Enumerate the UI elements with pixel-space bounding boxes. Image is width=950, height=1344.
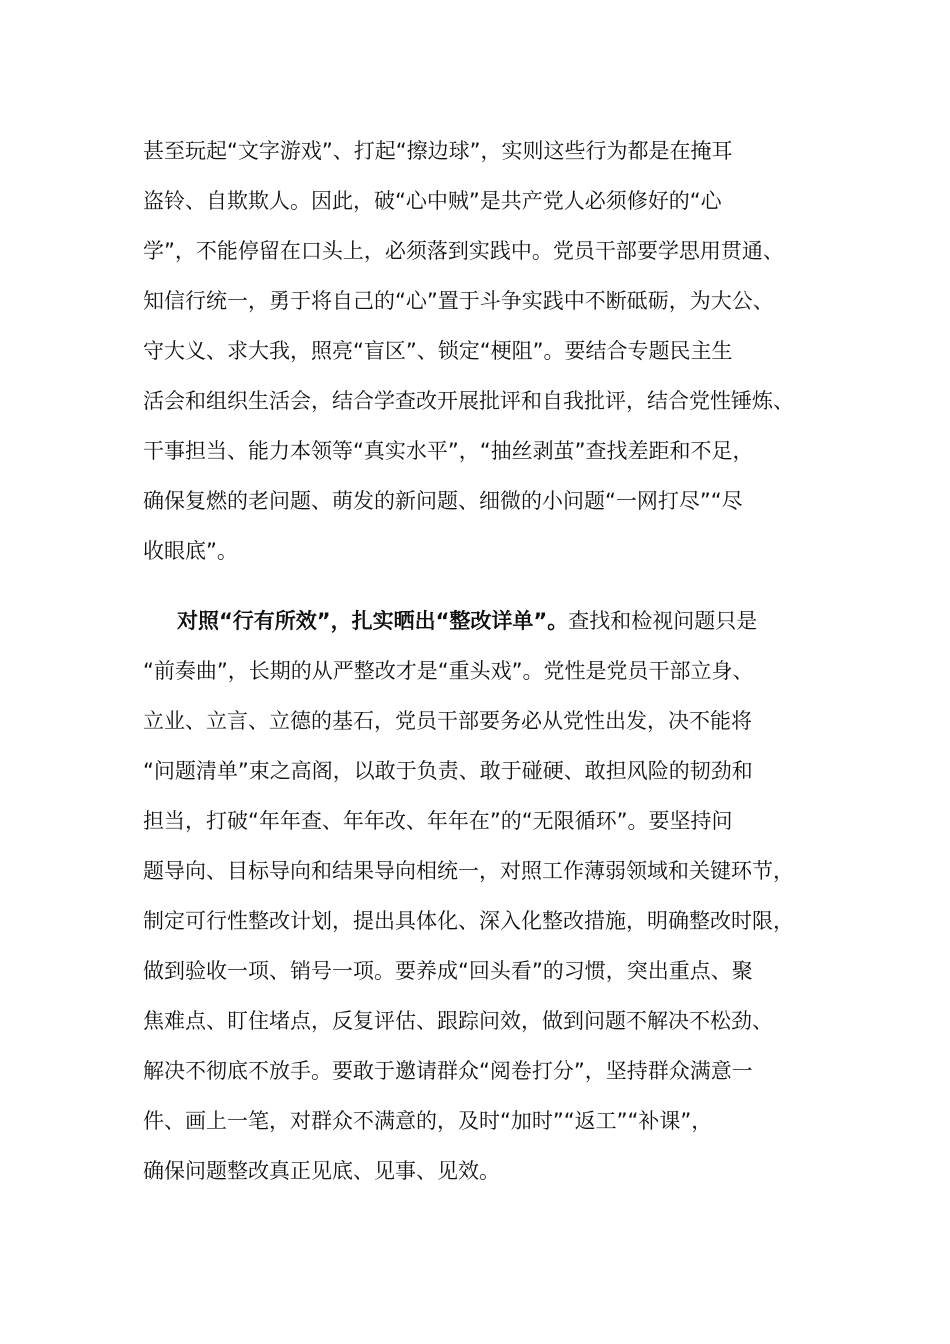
text-line: “前奏曲”，长期的从严整改才是“重头戏”。党性是党员干部立身、	[143, 659, 754, 683]
text-line: 担当，打破“年年查、年年改、年年在”的“无限循环”。要坚持问	[143, 809, 733, 833]
text-line: 确保问题整改真正见底、见事、见效。	[143, 1159, 500, 1183]
text-line: 题导向、目标导向和结果导向相统一，对照工作薄弱领域和关键环节，	[143, 859, 794, 883]
text-line: 制定可行性整改计划，提出具体化、深入化整改措施，明确整改时限，	[143, 909, 794, 933]
paragraph-heading: 对照“行有所效”，扎实晒出“整改详单”。	[177, 609, 569, 633]
paragraph-first-line	[177, 606, 823, 636]
text-line: 件、画上一笔，对群众不满意的，及时“加时”“返工”“补课”，	[143, 1109, 713, 1133]
text-line: 确保复燃的老问题、萌发的新问题、细微的小问题“一网打尽”“尽	[143, 489, 743, 513]
text-line: 收眼底”。	[143, 539, 238, 563]
text-line: 立业、立言、立德的基石，党员干部要务必从党性出发，决不能将	[143, 709, 752, 733]
text-line: 甚至玩起“文字游戏”、打起“擦边球”，实则这些行为都是在掩耳	[143, 139, 733, 163]
text-line: 守大义、求大我，照亮“盲区”、锁定“梗阻”。要结合专题民主生	[143, 339, 733, 363]
text-line: 活会和组织生活会，结合学查改开展批评和自我批评，结合党性锤炼、	[143, 389, 794, 413]
text-line: 学”，不能停留在口头上，必须落到实践中。党员干部要学思用贯通、	[143, 239, 784, 263]
text-line: 知信行统一，勇于将自己的“心”置于斗争实践中不断砥砺，为大公、	[143, 289, 774, 313]
text-line: 干事担当、能力本领等“真实水平”，“抽丝剥茧”查找差距和不足，	[143, 439, 754, 463]
paragraph-heading-rest: 查找和检视问题只是	[568, 609, 758, 633]
text-line: “问题清单”束之高阁，以敢于负责、敢于碰硬、敢担风险的韧劲和	[143, 759, 753, 783]
text-line: 做到验收一项、销号一项。要养成“回头看”的习惯，突出重点、聚	[143, 959, 753, 983]
text-line: 解决不彻底不放手。要敢于邀请群众“阅卷打分”，坚持群众满意一	[143, 1059, 753, 1083]
text-line: 焦难点、盯住堵点，反复评估、跟踪问效，做到问题不解决不松劲、	[143, 1009, 773, 1033]
text-line: 盗铃、自欺欺人。因此，破“心中贼”是共产党人必须修好的“心	[143, 189, 722, 213]
